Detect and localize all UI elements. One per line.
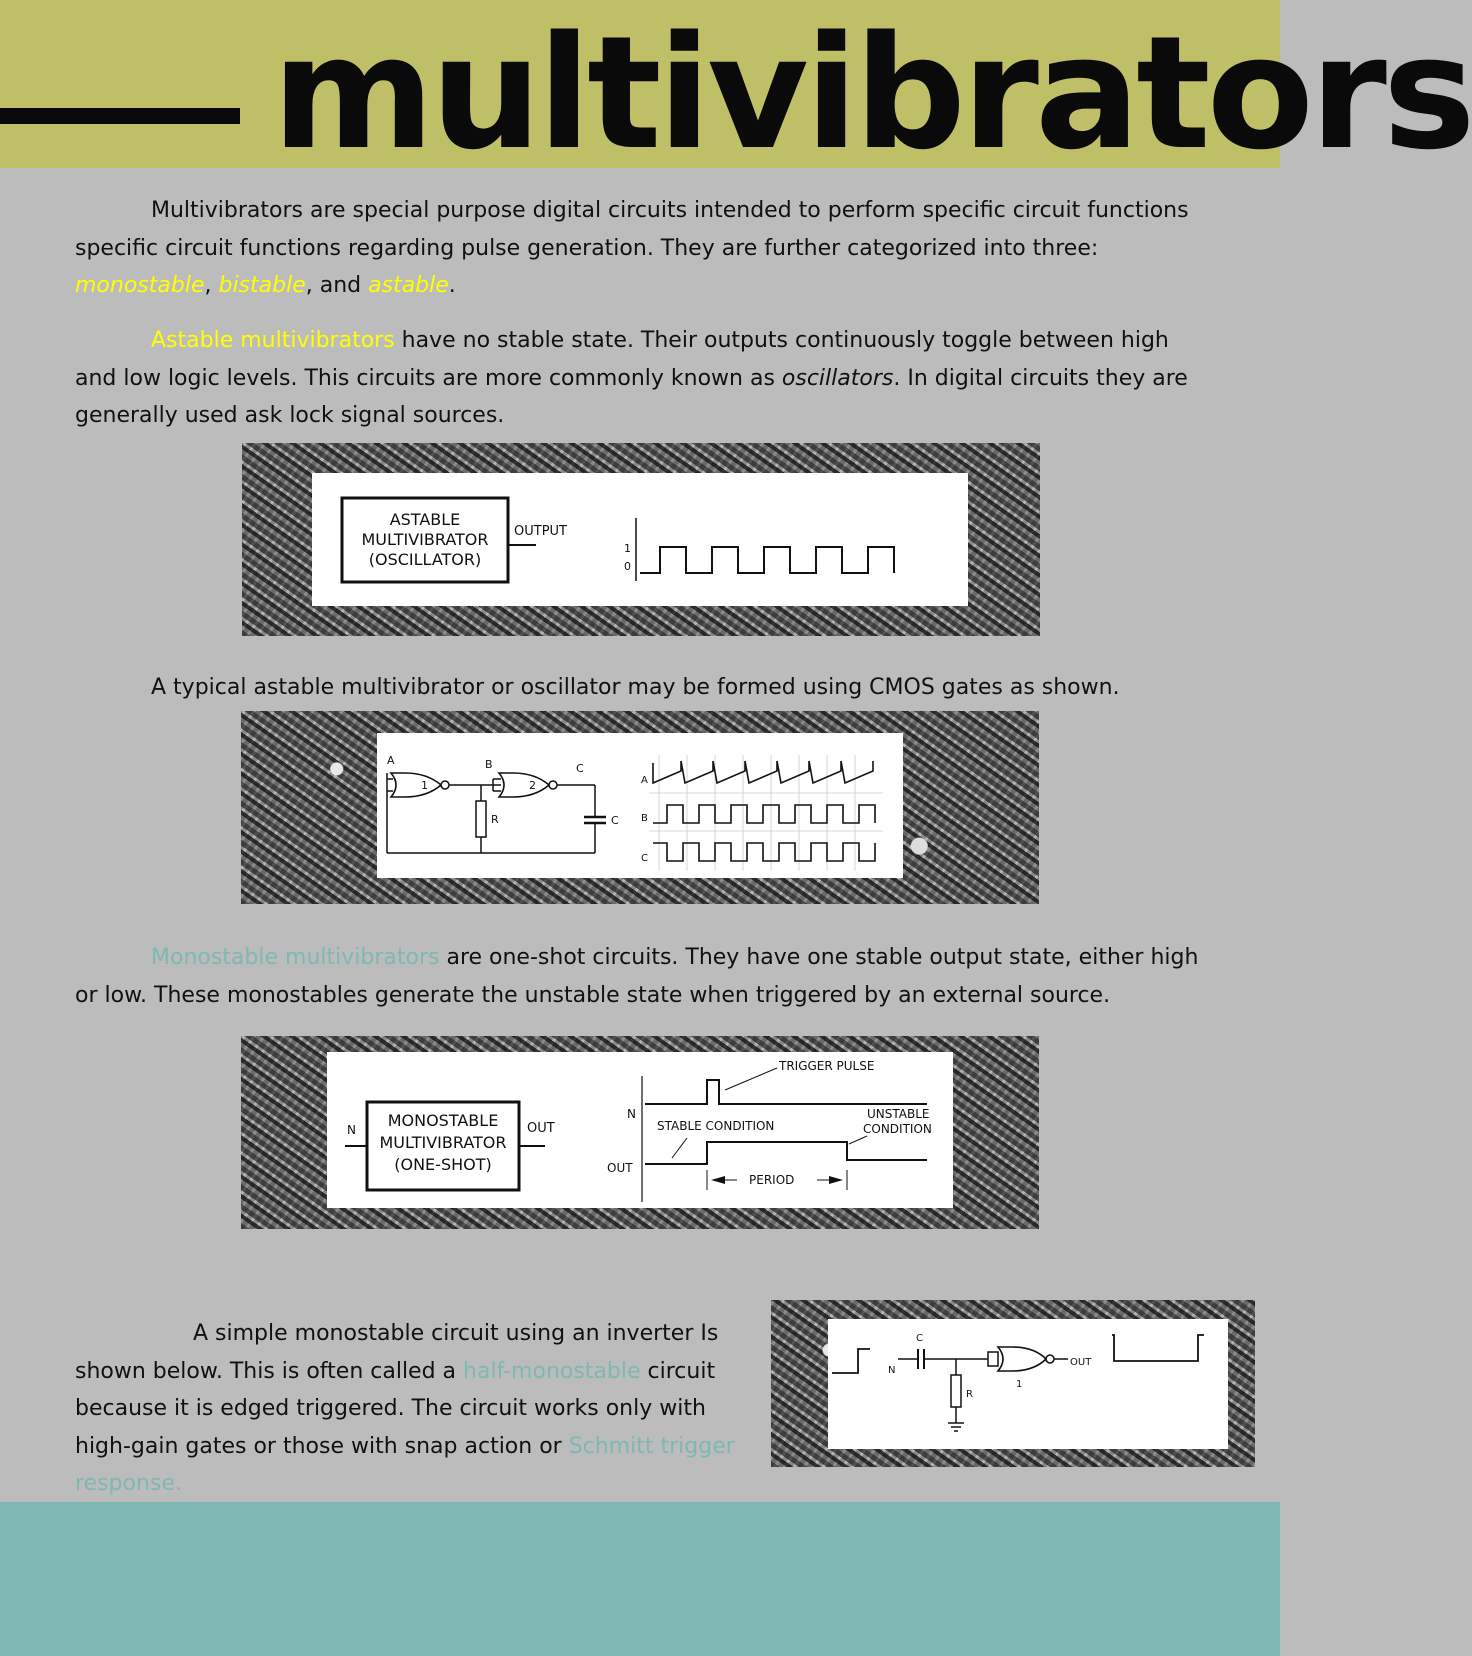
timing-grid [649,755,883,871]
intro-separator: , and [305,273,369,298]
astable-box-line1: ASTABLE [389,510,461,529]
half-monostable-diagram [828,1319,1228,1449]
astable-text: have no stable state. Their outputs continuously toggle between high and low logic levels. This circuits are more commonly known as [75,328,1169,391]
term-astable: astable [368,273,449,298]
half-monostable-text-2: circuit because it is edged triggered. The circuit works only with high-gain gates or those with snap action or [75,1358,716,1459]
figure-half-monostable [771,1300,1255,1467]
node-c-label: C [576,762,584,775]
page-title: multivibrators [272,2,1472,184]
mono-box-line1: MONOSTABLE [387,1111,499,1130]
unstable-label-2: CONDITION [863,1122,932,1136]
cmos-text: A typical astable multivibrator or oscillator may be formed using CMOS gates as shown. [151,675,1120,700]
stable-label: STABLE CONDITION [657,1119,775,1133]
intro-end: . [448,273,456,298]
wave-b-label: B [641,813,648,824]
monostable-block-diagram [327,1052,953,1208]
unstable-label-1: UNSTABLE [867,1107,930,1121]
half-monostable-text: A simple monostable circuit using an inverter Is shown below. This is often called a [75,1321,719,1384]
half-in-label: N [888,1365,896,1376]
stable-pointer [672,1138,687,1158]
term-monostable: monostable [75,273,205,298]
cmos-paragraph [75,669,1215,707]
page-header [0,0,1472,184]
half-gate-input-box [988,1352,998,1366]
term-monostable-multivibrators: Monostable multivibrators [151,945,440,970]
wave-high-label: 1 [624,542,631,555]
resistor [476,801,486,837]
output-wave [645,1142,927,1164]
intro-paragraph [75,192,1215,305]
node-b-label: B [485,758,493,771]
mono-in-label: N [347,1123,356,1137]
figure-astable-block [242,443,1040,636]
half-inverter-bubble [1046,1355,1054,1363]
term-astable-multivibrators: Astable multivibrators [151,328,395,353]
half-resistor [951,1375,961,1407]
wave-out-label: OUT [607,1161,633,1175]
half-gate-label: 1 [1016,1379,1023,1390]
input-pulse [832,1349,870,1373]
gate-1 [391,773,441,797]
output-label: OUTPUT [514,524,567,539]
mono-out-label: OUT [527,1121,555,1136]
resistor-label: R [491,813,499,826]
astable-block-diagram [312,473,968,606]
wave-c-label: C [641,853,648,864]
page-footer [0,1502,1280,1656]
half-cap-label: C [916,1333,923,1344]
term-half-monostable: half-monostable [463,1358,641,1384]
wave-b [653,805,875,823]
gate-2-label: 2 [529,779,536,792]
intro-separator: , [204,273,219,298]
figure-monostable-block [241,1036,1039,1229]
node-a-label: A [387,754,395,767]
title-dash [0,108,240,124]
astable-text-end: . In digital circuits they are generally used ask lock signal sources. [75,365,1188,428]
term-oscillators: oscillators [781,365,894,391]
period-arrow-right [829,1176,843,1184]
mono-box-line3: (ONE-SHOT) [394,1155,492,1174]
monostable-text: are one-shot circuits. They have one stable output state, either high or low. These monostables generate the unstable state when triggered by an external source. [75,945,1199,1008]
trigger-wave [645,1080,927,1104]
half-inverter-gate [998,1347,1046,1371]
trigger-pointer [725,1068,777,1090]
output-pulse [1112,1335,1204,1361]
wave-in-label: N [627,1107,636,1121]
wave-c [653,843,875,861]
wave-a [653,761,873,783]
wave-a-label: A [641,775,648,786]
trigger-label: TRIGGER PULSE [779,1059,875,1073]
wave-low-label: 0 [624,560,631,573]
square-wave [640,547,894,573]
unstable-pointer [849,1136,867,1144]
cmos-oscillator-diagram [377,733,903,878]
half-out-label: OUT [1070,1357,1092,1368]
gate-1-label: 1 [421,779,428,792]
capacitor-label: C [611,814,619,827]
half-monostable-paragraph [75,1315,755,1503]
mono-box-line2: MULTIVIBRATOR [379,1133,507,1152]
intro-text: Multivibrators are special purpose digital circuits intended to perform specific circuit functions specific circuit functions regarding pulse generation. They are further categorized into three: [75,198,1189,261]
period-label: PERIOD [749,1173,795,1187]
period-arrow-left [711,1176,725,1184]
monostable-paragraph [75,939,1215,1014]
figure-cmos-oscillator [241,711,1039,904]
term-bistable: bistable [218,273,306,298]
astable-box-line3: (OSCILLATOR) [368,550,482,569]
astable-box-line2: MULTIVIBRATOR [361,530,489,549]
half-res-label: R [966,1389,973,1400]
term-schmitt-trigger: Schmitt trigger response. [75,1433,735,1496]
astable-paragraph [75,322,1215,435]
gate-2 [499,773,549,797]
